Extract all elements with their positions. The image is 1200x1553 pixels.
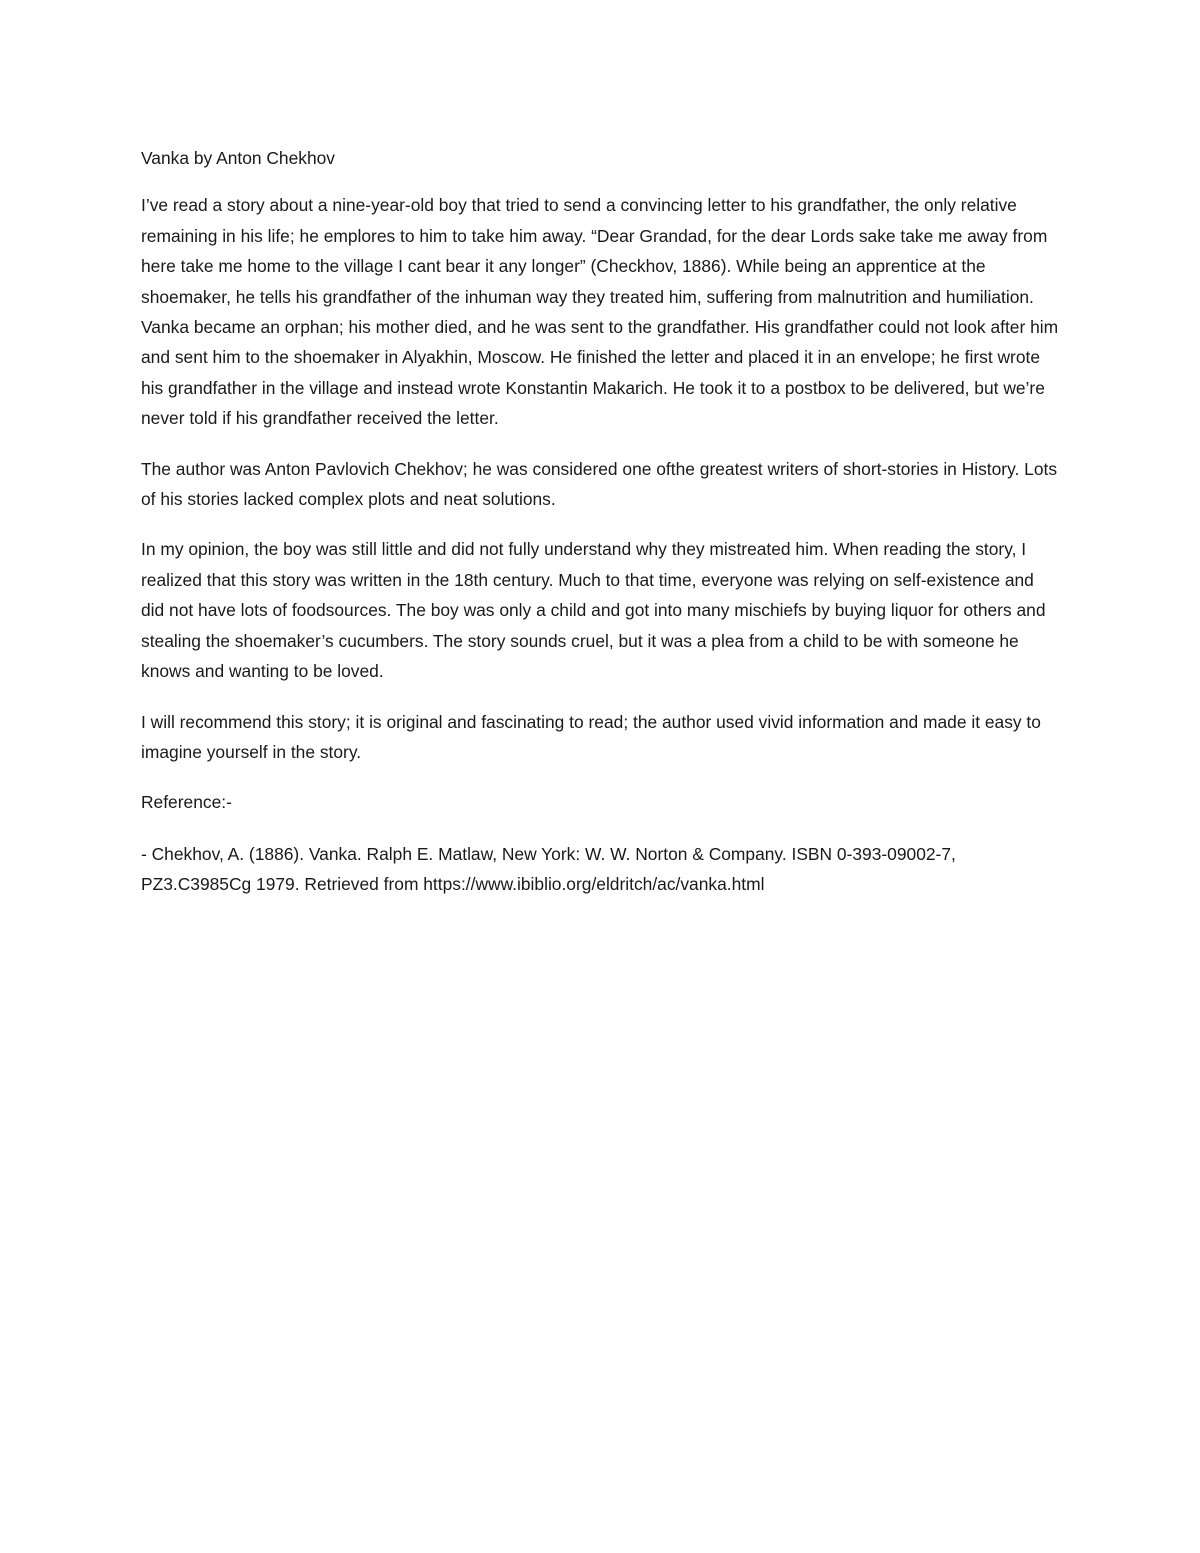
reference-entry: - Chekhov, A. (1886). Vanka. Ralph E. Matlaw, New York: W. W. Norton & Company. ISBN 0-393-09002-7, PZ3.C3985Cg 1979. Retrieved from https://www.ibiblio.org/eldritch/ac/vanka.html xyxy=(141,843,956,895)
reference-heading: Reference:- xyxy=(141,792,232,813)
paragraph-opinion: In my opinion, the boy was still little and did not fully understand why they mistreated him. When reading the story, I realized that this story was written in the 18th century. Much to that time, everyone was relying on self-existence and did not have lots of foodsources. The boy was only a child and got into many mischiefs by buying liquor for others and stealing the shoemaker’s cucumbers. The story sounds cruel, but it was a plea from a child to be with someone he knows and wanting to be loved. xyxy=(141,539,1046,682)
document-title: Vanka by Anton Chekhov xyxy=(141,148,336,168)
paragraph-recommendation: I will recommend this story; it is original and fascinating to read; the author used vivid information and made it easy to imagine yourself in the story. xyxy=(141,711,1041,762)
paragraph-author: The author was Anton Pavlovich Chekhov; he was considered one ofthe greatest writers of short-stories in History. Lots of his stories lacked complex plots and neat solutions. xyxy=(141,458,1058,510)
paragraph-summary: I’ve read a story about a nine-year-old boy that tried to send a convincing letter to his grandfather, the only relative remaining in his life; he emplores to him to take him away. “Dear Grandad, for the dear Lords sake take me away from here take me home to the village I cant bear it any longer” (Checkhov, 1886). While being an apprentice at the shoemaker, he tells his grandfather of the inhuman way they treated him, suffering from malnutrition and humiliation. Vanka became an orphan; his mother died, and he was sent to the grandfather. His grandfather could not look after him and sent him to the shoemaker in Alyakhin, Moscow. He finished the letter and placed it in an envelope; he first wrote his grandfather in the village and instead wrote Konstantin Makarich. He took it to a postbox to be delivered, but we’re never told if his grandfather received the letter. xyxy=(141,195,1059,429)
